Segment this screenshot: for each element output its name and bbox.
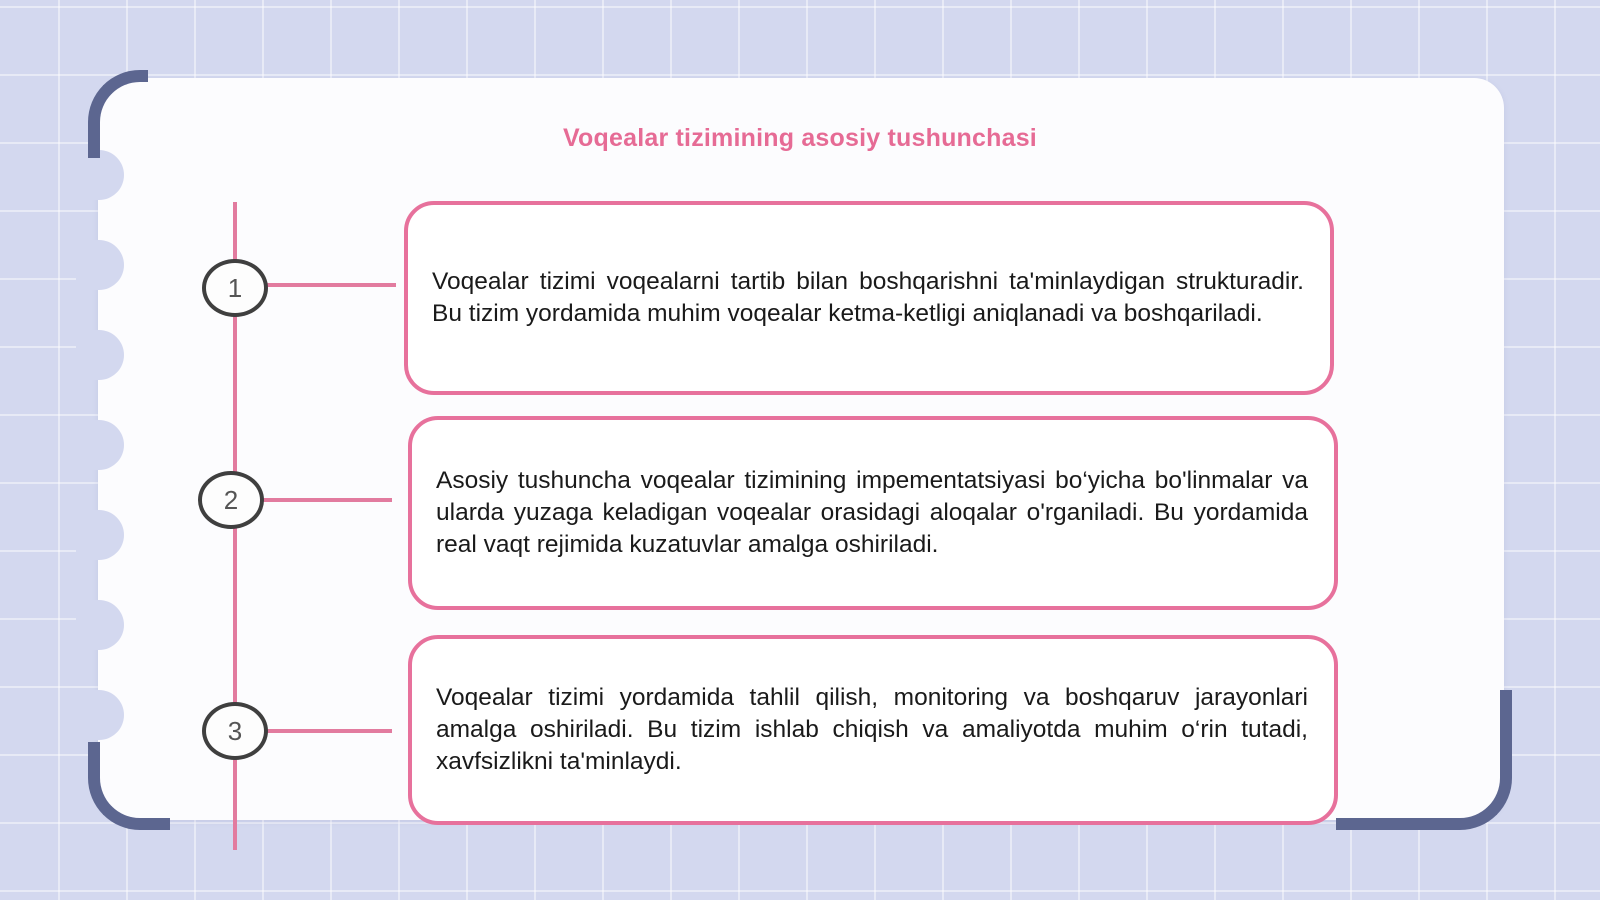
corner-bracket-bottom-left: [88, 742, 170, 830]
binder-notch: [76, 510, 124, 560]
corner-bracket-bottom-right: [1336, 690, 1512, 830]
marker-number: 3: [227, 715, 243, 746]
binder-notch: [76, 240, 124, 290]
timeline-connector: [266, 729, 392, 733]
binder-notch: [76, 600, 124, 650]
timeline-marker-2: [198, 471, 264, 529]
timeline-marker-3: [202, 702, 268, 760]
card-text: Asosiy tushuncha voqealar tizimining impementatsiyasi bo‘yicha bo'linmalar va ularda yuzaga keladigan voqealar orasidagi aloqalar o'rganiladi. Bu yordamida real vaqt rejimida kuzatuvlar amalga oshiriladi.: [436, 467, 1308, 558]
timeline-card-2: [408, 416, 1338, 610]
binder-notch: [76, 690, 124, 740]
card-text: Voqealar tizimi yordamida tahlil qilish, monitoring va boshqaruv jarayonlari amalga oshiriladi. Bu tizim ishlab chiqish va amaliyotda muhim o‘rin tutadi, xavfsizlikni ta'minlaydi.: [436, 684, 1308, 775]
marker-number: 2: [223, 484, 239, 515]
timeline-connector: [266, 283, 396, 287]
slide-title: Voqealar tizimining asosiy tushunchasi: [563, 124, 1037, 152]
card-text: Voqealar tizimi voqealarni tartib bilan boshqarishni ta'minlaydigan strukturadir. Bu tizim yordamida muhim voqealar ketma-ketligi aniqlanadi va boshqariladi.: [432, 268, 1304, 327]
marker-number: 1: [227, 272, 243, 303]
timeline-marker-1: [202, 259, 268, 317]
timeline-card-1: [404, 201, 1334, 395]
timeline-connector: [262, 498, 392, 502]
binder-notch: [76, 420, 124, 470]
timeline-card-3: [408, 635, 1338, 825]
binder-notch: [76, 330, 124, 380]
